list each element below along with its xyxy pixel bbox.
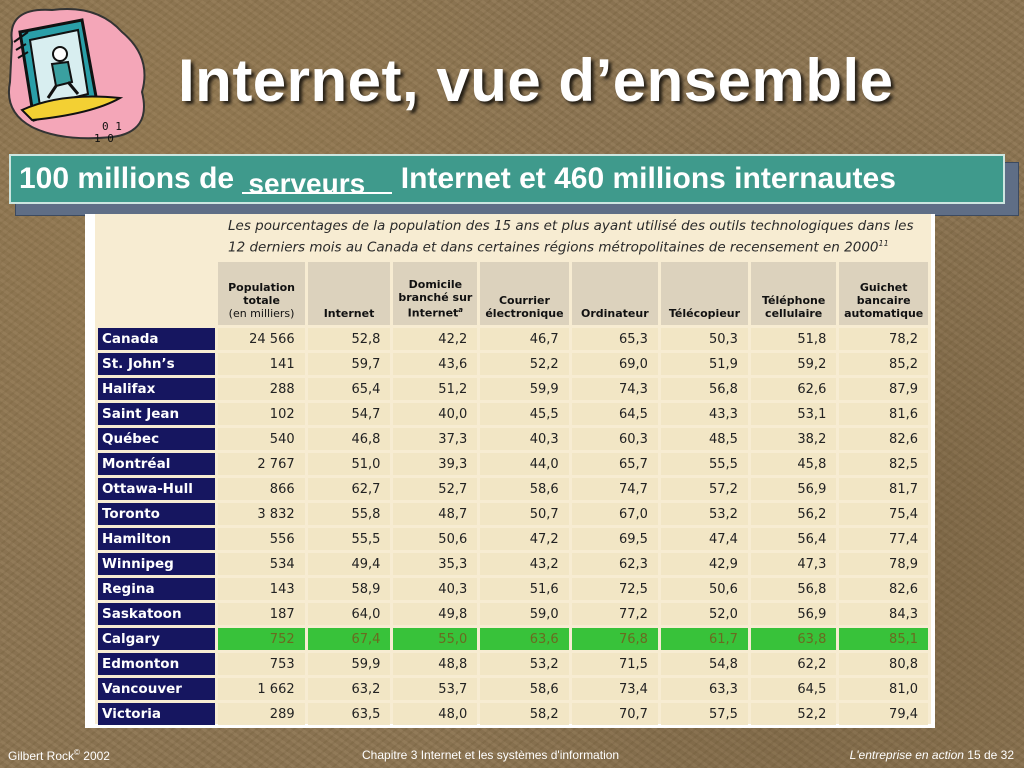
header-line: bancaire xyxy=(856,294,911,307)
table-panel xyxy=(85,214,935,728)
row-label: Edmonton xyxy=(98,653,215,675)
header-line: Guichet xyxy=(859,281,908,294)
table-cell: 55,8 xyxy=(308,503,391,525)
header-email xyxy=(480,262,568,325)
table-cell: 38,2 xyxy=(751,428,836,450)
table-cell: 52,0 xyxy=(661,603,748,625)
table-cell: 52,2 xyxy=(480,353,568,375)
book-title: L'entreprise en action xyxy=(849,748,964,762)
svg-text:0 1: 0 1 xyxy=(102,120,122,133)
table-cell: 49,8 xyxy=(393,603,477,625)
header-computer xyxy=(572,262,658,325)
table-cell: 48,5 xyxy=(661,428,748,450)
table-row xyxy=(98,653,928,675)
table-row xyxy=(98,328,928,350)
row-label: Hamilton xyxy=(98,528,215,550)
row-label: Ottawa-Hull xyxy=(98,478,215,500)
table-cell: 50,3 xyxy=(661,328,748,350)
table-cell: 64,5 xyxy=(751,678,836,700)
author-name: Gilbert Rock xyxy=(8,749,75,763)
header-sub: (en milliers) xyxy=(228,307,295,320)
row-label: Toronto xyxy=(98,503,215,525)
table-cell: 82,6 xyxy=(839,428,928,450)
header-line: électronique xyxy=(485,307,564,320)
table-row xyxy=(98,578,928,600)
table-row xyxy=(98,378,928,400)
table-cell: 48,8 xyxy=(393,653,477,675)
table-cell: 58,2 xyxy=(480,703,568,725)
table-cell: 1 662 xyxy=(218,678,304,700)
table-cell: 51,2 xyxy=(393,378,477,400)
table-row xyxy=(98,403,928,425)
table-caption xyxy=(228,218,918,257)
table-cell: 50,7 xyxy=(480,503,568,525)
table-cell: 56,8 xyxy=(661,378,748,400)
table-cell: 64,5 xyxy=(572,403,658,425)
header-internet xyxy=(308,262,391,325)
table-cell: 48,0 xyxy=(393,703,477,725)
header-corner xyxy=(98,262,215,325)
table-cell: 78,2 xyxy=(839,328,928,350)
table-cell: 43,3 xyxy=(661,403,748,425)
footer-author xyxy=(8,748,110,763)
table-cell: 47,2 xyxy=(480,528,568,550)
table-cell: 69,5 xyxy=(572,528,658,550)
header-line: Téléphone xyxy=(762,294,826,307)
table-row xyxy=(98,528,928,550)
table-cell: 62,7 xyxy=(308,478,391,500)
header-cell-phone xyxy=(751,262,836,325)
table-cell: 540 xyxy=(218,428,304,450)
table-cell: 80,8 xyxy=(839,653,928,675)
header-line-text: Internet xyxy=(407,307,459,320)
row-label: Montréal xyxy=(98,453,215,475)
table-cell: 752 xyxy=(218,628,304,650)
table-cell: 289 xyxy=(218,703,304,725)
table-cell: 50,6 xyxy=(393,528,477,550)
table-cell: 58,6 xyxy=(480,678,568,700)
header-line: Domicile xyxy=(408,278,463,292)
table-cell: 56,9 xyxy=(751,478,836,500)
table-row xyxy=(98,703,928,725)
row-label: Halifax xyxy=(98,378,215,400)
table-cell: 44,0 xyxy=(480,453,568,475)
table-cell: 55,5 xyxy=(308,528,391,550)
caption-text: Les pourcentages de la population des 15 ans et plus ayant utilisé des outils technologiques dans les 12 derniers mois au Canada et dans certaines régions métropolitaines de recensement en 2000 xyxy=(228,218,914,256)
header-line: Population xyxy=(228,281,296,294)
header-note: a xyxy=(458,306,464,315)
table-cell: 60,3 xyxy=(572,428,658,450)
row-label: Canada xyxy=(98,328,215,350)
table-cell: 58,9 xyxy=(308,578,391,600)
page-title: Internet, vue d’ensemble xyxy=(178,47,894,114)
statistics-table xyxy=(95,259,931,728)
table-cell: 65,7 xyxy=(572,453,658,475)
table-cell: 3 832 xyxy=(218,503,304,525)
page-number: 15 de 32 xyxy=(963,748,1014,762)
table-cell: 40,0 xyxy=(393,403,477,425)
table-cell: 53,2 xyxy=(661,503,748,525)
table-inner xyxy=(95,214,931,724)
table-cell: 59,0 xyxy=(480,603,568,625)
banner-text-before: 100 millions de xyxy=(19,162,243,195)
table-cell: 556 xyxy=(218,528,304,550)
table-cell: 58,6 xyxy=(480,478,568,500)
table-row xyxy=(98,678,928,700)
table-cell: 79,4 xyxy=(839,703,928,725)
copyright-mark: © xyxy=(74,748,80,757)
table-cell: 52,2 xyxy=(751,703,836,725)
table-cell: 65,3 xyxy=(572,328,658,350)
table-cell: 45,5 xyxy=(480,403,568,425)
footer-chapter: Chapitre 3 Internet et les systèmes d'information xyxy=(362,748,620,762)
table-cell: 62,2 xyxy=(751,653,836,675)
table-cell: 187 xyxy=(218,603,304,625)
table-cell: 866 xyxy=(218,478,304,500)
row-label: Victoria xyxy=(98,703,215,725)
table-cell: 2 767 xyxy=(218,453,304,475)
table-row xyxy=(98,503,928,525)
header-line xyxy=(395,304,475,320)
table-row xyxy=(98,628,928,650)
footer-page-info xyxy=(850,748,1014,762)
header-line: totale xyxy=(243,294,280,307)
table-cell: 72,5 xyxy=(572,578,658,600)
row-label: Calgary xyxy=(98,628,215,650)
table-cell: 102 xyxy=(218,403,304,425)
table-row xyxy=(98,453,928,475)
header-line: cellulaire xyxy=(765,307,823,320)
table-cell: 48,7 xyxy=(393,503,477,525)
table-row xyxy=(98,428,928,450)
headline-banner xyxy=(9,154,1005,204)
table-cell: 61,7 xyxy=(661,628,748,650)
row-label: Québec xyxy=(98,428,215,450)
table-cell: 51,8 xyxy=(751,328,836,350)
table-cell: 42,9 xyxy=(661,553,748,575)
table-cell: 71,5 xyxy=(572,653,658,675)
table-row xyxy=(98,353,928,375)
row-label: Regina xyxy=(98,578,215,600)
table-cell: 47,3 xyxy=(751,553,836,575)
table-cell: 77,2 xyxy=(572,603,658,625)
table-cell: 45,8 xyxy=(751,453,836,475)
table-cell: 78,9 xyxy=(839,553,928,575)
header-fax xyxy=(661,262,748,325)
table-cell: 63,6 xyxy=(480,628,568,650)
table-cell: 70,7 xyxy=(572,703,658,725)
table-cell: 51,9 xyxy=(661,353,748,375)
table-cell: 74,3 xyxy=(572,378,658,400)
table-cell: 59,7 xyxy=(308,353,391,375)
table-cell: 24 566 xyxy=(218,328,304,350)
table-cell: 42,2 xyxy=(393,328,477,350)
table-cell: 73,4 xyxy=(572,678,658,700)
table-cell: 87,9 xyxy=(839,378,928,400)
svg-text:1 0: 1 0 xyxy=(94,132,114,145)
table-cell: 54,8 xyxy=(661,653,748,675)
table-cell: 52,8 xyxy=(308,328,391,350)
table-cell: 64,0 xyxy=(308,603,391,625)
fill-in-blank xyxy=(242,156,392,199)
table-cell: 53,7 xyxy=(393,678,477,700)
row-label: St. John’s xyxy=(98,353,215,375)
table-cell: 67,4 xyxy=(308,628,391,650)
table-cell: 56,2 xyxy=(751,503,836,525)
table-cell: 141 xyxy=(218,353,304,375)
blank-word: serveurs xyxy=(248,168,366,199)
table-body xyxy=(98,328,928,725)
table-cell: 56,8 xyxy=(751,578,836,600)
row-label: Saskatoon xyxy=(98,603,215,625)
header-home-connected xyxy=(393,262,477,325)
table-cell: 81,7 xyxy=(839,478,928,500)
table-cell: 753 xyxy=(218,653,304,675)
table-cell: 53,1 xyxy=(751,403,836,425)
table-cell: 63,8 xyxy=(751,628,836,650)
table-cell: 143 xyxy=(218,578,304,600)
table-cell: 54,7 xyxy=(308,403,391,425)
table-cell: 63,2 xyxy=(308,678,391,700)
table-cell: 63,3 xyxy=(661,678,748,700)
table-cell: 62,3 xyxy=(572,553,658,575)
table-row xyxy=(98,478,928,500)
table-cell: 55,5 xyxy=(661,453,748,475)
table-cell: 40,3 xyxy=(480,428,568,450)
banner-text-after: Internet et 460 millions internautes xyxy=(392,162,896,195)
table-cell: 62,6 xyxy=(751,378,836,400)
header-line: Ordinateur xyxy=(580,307,649,320)
table-cell: 65,4 xyxy=(308,378,391,400)
table-cell: 43,6 xyxy=(393,353,477,375)
table-cell: 50,6 xyxy=(661,578,748,600)
table-cell: 67,0 xyxy=(572,503,658,525)
table-cell: 55,0 xyxy=(393,628,477,650)
table-cell: 40,3 xyxy=(393,578,477,600)
table-cell: 35,3 xyxy=(393,553,477,575)
table-cell: 39,3 xyxy=(393,453,477,475)
header-line: Internet xyxy=(323,307,375,320)
table-cell: 82,5 xyxy=(839,453,928,475)
table-cell: 47,4 xyxy=(661,528,748,550)
table-cell: 46,7 xyxy=(480,328,568,350)
header-atm xyxy=(839,262,928,325)
header-row xyxy=(98,262,928,325)
table-cell: 59,9 xyxy=(308,653,391,675)
table-cell: 43,2 xyxy=(480,553,568,575)
table-cell: 59,2 xyxy=(751,353,836,375)
table-cell: 52,7 xyxy=(393,478,477,500)
row-label: Saint Jean xyxy=(98,403,215,425)
table-cell: 49,4 xyxy=(308,553,391,575)
table-cell: 57,2 xyxy=(661,478,748,500)
computer-surfer-logo-icon xyxy=(2,2,152,152)
table-cell: 81,0 xyxy=(839,678,928,700)
row-label: Vancouver xyxy=(98,678,215,700)
table-cell: 75,4 xyxy=(839,503,928,525)
table-row xyxy=(98,603,928,625)
table-cell: 85,2 xyxy=(839,353,928,375)
table-cell: 46,8 xyxy=(308,428,391,450)
header-line: Télécopieur xyxy=(668,307,741,320)
table-cell: 53,2 xyxy=(480,653,568,675)
table-cell: 56,9 xyxy=(751,603,836,625)
row-label: Winnipeg xyxy=(98,553,215,575)
table-cell: 85,1 xyxy=(839,628,928,650)
header-line: Courrier xyxy=(498,294,550,307)
table-cell: 56,4 xyxy=(751,528,836,550)
table-cell: 76,8 xyxy=(572,628,658,650)
table-cell: 77,4 xyxy=(839,528,928,550)
table-cell: 288 xyxy=(218,378,304,400)
table-cell: 81,6 xyxy=(839,403,928,425)
header-line: automatique xyxy=(844,307,924,320)
table-cell: 51,6 xyxy=(480,578,568,600)
table-cell: 63,5 xyxy=(308,703,391,725)
table-cell: 57,5 xyxy=(661,703,748,725)
header-line: branché sur xyxy=(398,291,473,305)
table-cell: 534 xyxy=(218,553,304,575)
header-population xyxy=(218,262,304,325)
table-cell: 59,9 xyxy=(480,378,568,400)
table-cell: 74,7 xyxy=(572,478,658,500)
table-cell: 37,3 xyxy=(393,428,477,450)
caption-note: 11 xyxy=(878,239,889,248)
table-row xyxy=(98,553,928,575)
table-cell: 51,0 xyxy=(308,453,391,475)
table-cell: 82,6 xyxy=(839,578,928,600)
table-cell: 69,0 xyxy=(572,353,658,375)
table-cell: 84,3 xyxy=(839,603,928,625)
footer-year: 2002 xyxy=(79,749,110,763)
